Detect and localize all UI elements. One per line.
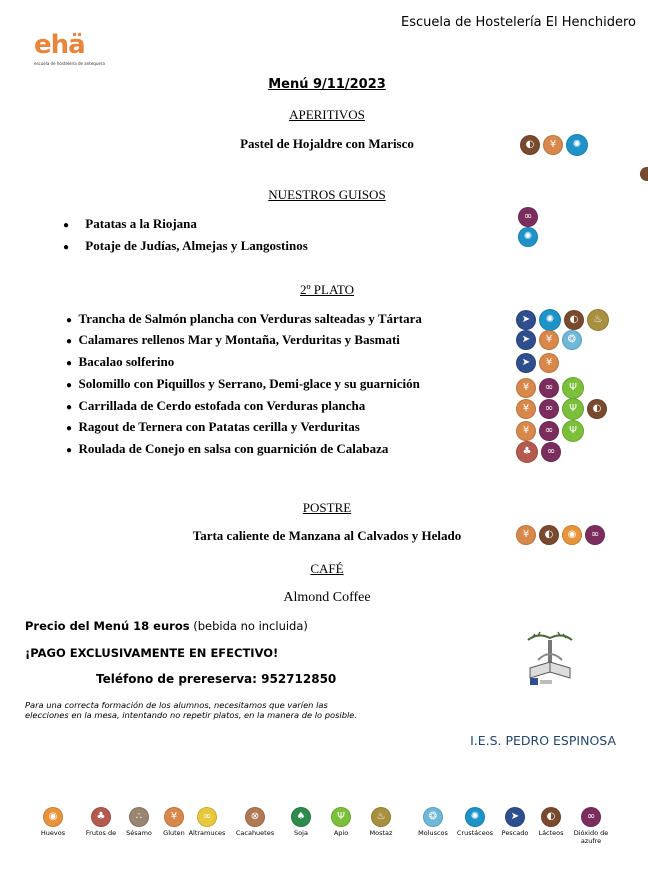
gluten-icon: ¥ [516,421,536,441]
legend-label: Huevos [40,829,66,837]
crustaceos-icon: ✺ [465,807,485,827]
allergen-icons [516,441,561,463]
ies-emblem [524,630,576,690]
section-title-aperitivos: APERITIVOS [289,107,365,122]
bullet: ● [66,315,73,326]
dish-name: Pastel de Hojaldre con Marisco [240,136,414,151]
section-title-segundo: 2º PLATO [300,282,354,297]
dish-name: Tarta caliente de Manzana al Calvados y Helado [192,528,462,543]
bullet: ● [66,402,73,413]
legend-label: Frutos de [85,829,117,837]
pescado-icon: ➤ [516,353,536,373]
huevos-icon: ◉ [562,525,582,545]
lacteos-icon: ◐ [539,525,559,545]
legend-label: Sésamo [126,829,152,837]
apio-icon: Ψ [562,398,584,420]
allergen-icons [516,330,582,350]
frutos-icon: ♣ [516,441,538,463]
legend-label: Soja [294,829,308,837]
lacteos-icon: ◐ [564,310,584,330]
list-item [66,376,420,392]
apio-icon: Ψ [331,807,351,827]
section-title-postre: POSTRE [302,500,352,515]
bullet: ● [66,445,73,456]
lacteos-icon: ◐ [541,807,561,827]
school-name: Escuela de Hostelería El Henchidero [401,15,636,30]
list-item [66,354,174,370]
dish-name: Patatas a la Riojana [85,216,197,231]
bullet: ● [63,242,70,253]
sulfitos-icon: ∞ [585,525,605,545]
legend-label: Cacahuetes [235,829,275,837]
legend-item [358,806,404,837]
dish-name: Ragout de Ternera con Patatas cerilla y Verduritas [78,419,360,434]
gluten-icon: ¥ [539,353,559,373]
dish-name: Solomillo con Piquillos y Serrano, Demi-glace y su guarnición [78,376,420,391]
legend-label: Gluten [163,829,185,837]
legend-item [232,806,278,837]
sulfitos-icon: ∞ [518,207,538,227]
price-line [25,619,308,633]
section-title-cafe: CAFÉ [310,561,344,576]
bullet: ● [66,380,73,391]
coffee-item: Almond Coffee [283,590,371,605]
allergen-icons [516,309,609,331]
sulfitos-icon: ∞ [539,421,559,441]
legend-label: Apio [333,829,349,837]
menu-title: Menú 9/11/2023 [268,77,386,92]
crustaceos-icon: ✺ [518,227,538,247]
legend-item [30,806,76,837]
mostaza-icon: ♨ [587,309,609,331]
pescado-icon: ➤ [505,807,525,827]
cacahuetes-icon: ⊗ [245,807,265,827]
allergen-icons [516,525,605,545]
apio-icon: Ψ [562,377,584,399]
legend-item [410,806,456,837]
frutos-icon: ♣ [91,807,111,827]
gluten-icon: ¥ [516,399,536,419]
dish-name: Calamares rellenos Mar y Montaña, Verduritas y Basmati [78,332,400,347]
bullet: ● [66,358,73,369]
list-item [63,216,197,232]
sulfitos-icon: ∞ [541,442,561,462]
pescado-icon: ➤ [516,330,536,350]
sulfitos-icon: ∞ [539,378,559,398]
crustaceos-icon: ✺ [566,134,588,156]
legend-label: Moluscos [418,829,448,837]
gluten-icon: ¥ [164,807,184,827]
phone-line [96,672,336,686]
phone-number[interactable]: 952712850 [261,672,337,686]
sesamo-icon: ∴ [129,807,149,827]
dish-name: Bacalao solferino [78,354,175,369]
legend-label: Pescado [501,829,529,837]
crustaceos-icon: ✺ [539,309,561,331]
gluten-icon: ¥ [539,330,559,350]
soja-icon: ♠ [291,807,311,827]
mostaza-icon: ♨ [371,807,391,827]
legend-label: Crustáceos [456,829,494,837]
dish-name: Carrillada de Cerdo estofada con Verduras plancha [78,398,366,413]
list-item [66,441,388,457]
legend-item [184,806,230,837]
emblem-icon [524,630,576,690]
allergen-icons [516,398,607,420]
allergen-icons [516,353,559,373]
school-logo [30,18,110,68]
bullet: ● [66,423,73,434]
logo-text: ehä [34,30,85,60]
gluten-icon: ¥ [543,135,563,155]
gluten-icon: ¥ [516,378,536,398]
allergen-icons [516,377,584,399]
legend-label: Dióxido de azufre [573,829,609,845]
disclaimer: Para una correcta formación de los alumnos, necesitamos que varíen las elecciones en la mesa, intentando no repetir platos, en la manera de lo posible. [25,700,358,720]
sulfitos-icon: ∞ [581,807,601,827]
dish-name: Roulada de Conejo en salsa con guarnición de Calabaza [78,441,389,456]
sulfitos-icon: ∞ [539,399,559,419]
altramuces-icon: ∞ [197,807,217,827]
legend-label: Altramuces [188,829,226,837]
phone-label: Teléfono de prereserva: [96,672,262,686]
section-title-guisos: NUESTROS GUISOS [268,187,386,202]
institute-name: I.E.S. PEDRO ESPINOSA [470,733,616,748]
bullet: ● [66,336,73,347]
lacteos-icon [640,167,648,181]
legend-label: Lácteos [538,829,564,837]
payment-note: ¡PAGO EXCLUSIVAMENTE EN EFECTIVO! [25,646,279,660]
logo-subtitle: escuela de hostelería de antequera [34,61,105,66]
dish-name: Potaje de Judías, Almejas y Langostinos [85,238,308,253]
list-item [66,419,360,435]
moluscos-icon: ❂ [562,330,582,350]
allergen-icons [516,420,584,442]
price-label: Precio del Menú 18 euros [25,619,190,633]
price-note: (bebida no incluida) [189,619,308,633]
lacteos-icon: ◐ [587,399,607,419]
gluten-icon: ¥ [516,525,536,545]
allergen-icons [520,134,588,156]
dish-name: Trancha de Salmón plancha con Verduras salteadas y Tártara [78,311,422,326]
pescado-icon: ➤ [516,310,536,330]
list-item [66,332,400,348]
legend-label: Mostaz [369,829,393,837]
lacteos-icon: ◐ [520,135,540,155]
list-item [66,398,365,414]
list-item [66,311,422,327]
bullet: ● [63,220,70,231]
huevos-icon: ◉ [43,807,63,827]
legend-item [568,806,614,845]
moluscos-icon: ❂ [423,807,443,827]
apio-icon: Ψ [562,420,584,442]
list-item [63,238,308,254]
